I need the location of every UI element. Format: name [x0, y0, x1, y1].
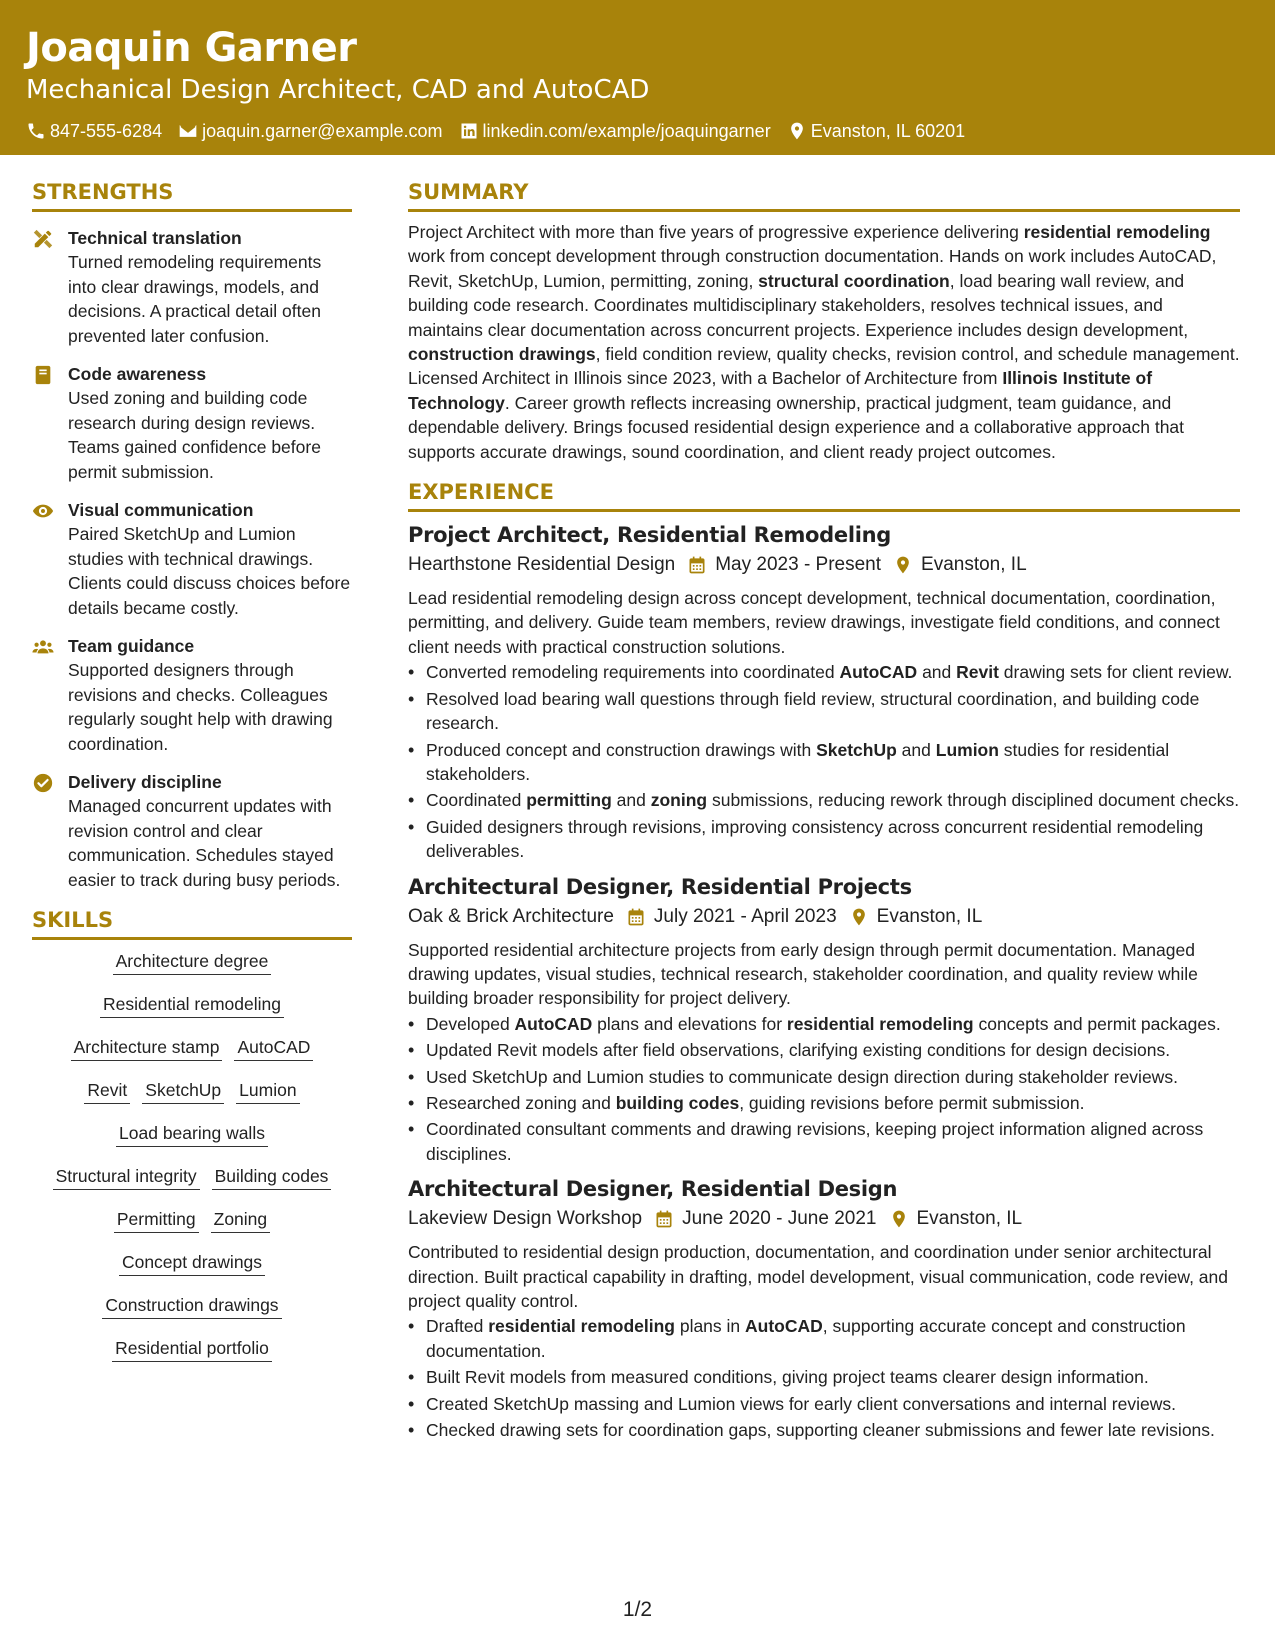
- strengths-heading: STRENGTHS: [32, 178, 352, 212]
- text-run: Drafted: [426, 1316, 489, 1337]
- bullet-item: [408, 1418, 1240, 1442]
- skill-tag: Lumion: [236, 1079, 299, 1104]
- job-title: Architectural Designer, Residential Projects: [408, 874, 912, 899]
- job-description: Supported residential architecture projects from early design through permit documentation. Managed drawing updates, visual studies, technical research, stakeholder coordination, and quality review while building broader responsibility for project delivery.: [408, 939, 1198, 1009]
- phone-text: 847-555-6284: [50, 121, 163, 141]
- bold-text: residential remodeling: [1023, 222, 1211, 242]
- text-run: Checked drawing sets for coordination gaps, supporting cleaner submissions and fewer late revisions.: [426, 1420, 1215, 1441]
- bold-text: Illinois Institute of Technology: [408, 368, 1153, 413]
- skill-tag: SketchUp: [142, 1079, 224, 1104]
- strength-desc: Paired SketchUp and Lumion studies with technical drawings. Clients could discuss choices before details became costly.: [68, 524, 351, 618]
- contact-location: [787, 119, 965, 143]
- bullet-item: [408, 1038, 1240, 1062]
- job-entry: [408, 520, 1240, 863]
- strength-title: Team guidance: [68, 636, 195, 656]
- bold-text: permitting: [526, 790, 612, 811]
- skill-row: [108, 1208, 276, 1233]
- candidate-name: Joaquin Garner: [26, 25, 357, 71]
- strength-icon-wrap: [32, 770, 68, 892]
- job-dates: June 2020 - June 2021: [682, 1208, 877, 1230]
- contact-bar: [26, 119, 1249, 143]
- job-title: Architectural Designer, Residential Design: [408, 1177, 898, 1202]
- bullet-item: [408, 660, 1240, 684]
- envelope-icon: [178, 121, 198, 141]
- text-run: Updated Revit models after field observations, clarifying existing conditions for design decisions.: [426, 1040, 1171, 1061]
- job-description: Lead residential remodeling design across concept development, technical documentation, coordination, permitting, and delivery. Guide team members, review drawings, investigate field conditions, and connect client needs with practical construction solutions.: [408, 588, 1220, 657]
- map-pin-icon: [889, 1209, 909, 1229]
- text-run: Built Revit models from measured conditions, giving project teams clearer design information.: [426, 1367, 1149, 1388]
- text-run: , load bearing wall review, and building code research. Coordinates multidisciplinary stakeholders, resolves technical issues, and maintains clear documentation across concurrent projects. Experience includes design development,: [408, 270, 1189, 340]
- job-location: Evanston, IL: [921, 554, 1027, 576]
- strength-title: Visual communication: [68, 500, 254, 520]
- bold-text: building codes: [615, 1092, 740, 1113]
- job-location: Evanston, IL: [876, 905, 983, 927]
- text-run: drawing sets for client review.: [998, 662, 1233, 683]
- text-run: plans in: [674, 1316, 746, 1337]
- text-run: submissions, reducing rework through disciplined document checks.: [707, 790, 1240, 811]
- calendar-icon: [626, 907, 646, 927]
- strength-item: [32, 634, 352, 756]
- strength-title: Technical translation: [68, 228, 242, 248]
- bold-text: AutoCAD: [514, 1013, 593, 1034]
- bullet-item: [408, 1392, 1240, 1416]
- bold-text: construction drawings: [408, 344, 596, 365]
- strength-body: [68, 362, 352, 484]
- text-run: , supporting accurate concept and construction documentation.: [426, 1316, 1186, 1361]
- bold-text: residential remodeling: [488, 1316, 675, 1337]
- bold-text: Revit: [956, 662, 999, 683]
- calendar-icon: [687, 555, 707, 575]
- skills-list: [32, 950, 352, 1380]
- linkedin-icon: [459, 121, 479, 141]
- bold-text: residential remodeling: [786, 1013, 974, 1034]
- skill-tag: AutoCAD: [234, 1036, 313, 1061]
- map-pin-icon: [849, 907, 869, 927]
- strength-body: [68, 498, 352, 620]
- skill-tag: Residential remodeling: [100, 993, 284, 1018]
- bold-text: AutoCAD: [745, 1316, 823, 1337]
- job-meta: [408, 1204, 1240, 1234]
- map-pin-icon: [893, 555, 913, 575]
- text-run: Used SketchUp and Lumion studies to communicate design direction during stakeholder reviews.: [426, 1066, 1178, 1087]
- text-run: Project Architect with more than five years of progressive experience delivering: [408, 222, 1024, 242]
- job-bullets: [408, 660, 1240, 863]
- location-text: Evanston, IL 60201: [810, 121, 966, 141]
- job-description: Contributed to residential design production, documentation, and coordination under senior architectural direction. Built practical capability in drafting, model development, visual communication, code review, and project quality control.: [408, 1242, 1229, 1311]
- skill-tag: Architecture degree: [113, 950, 272, 975]
- strength-desc: Managed concurrent updates with revision control and clear communication. Schedules stayed easier to track during busy periods.: [68, 796, 341, 890]
- strength-desc: Used zoning and building code research during design reviews. Teams gained confidence before permit submission.: [68, 388, 321, 482]
- summary-text: [408, 220, 1240, 464]
- text-run: and: [917, 662, 957, 683]
- skill-tag: Building codes: [212, 1165, 332, 1190]
- users-icon: [32, 636, 54, 658]
- job-meta: [408, 550, 1240, 580]
- skill-row: [94, 993, 290, 1018]
- strengths-list: [32, 226, 352, 892]
- text-run: Coordinated consultant comments and drawing revisions, keeping project information aligned across disciplines.: [426, 1119, 1204, 1164]
- text-run: , guiding revisions before permit submission.: [739, 1092, 1085, 1113]
- bold-text: SketchUp: [816, 739, 897, 760]
- right-column: [408, 178, 1240, 1444]
- contact-phone[interactable]: [26, 119, 162, 143]
- job-location: Evanston, IL: [916, 1208, 1023, 1230]
- skill-row: [96, 1294, 287, 1319]
- skill-tag: Residential portfolio: [112, 1337, 272, 1362]
- experience-heading: EXPERIENCE: [408, 478, 1240, 512]
- skill-tag: Load bearing walls: [116, 1122, 268, 1147]
- skills-heading: SKILLS: [32, 906, 352, 940]
- text-run: Produced concept and construction drawings with: [426, 739, 817, 760]
- skill-tag: Concept drawings: [119, 1251, 265, 1276]
- text-run: Created SketchUp massing and Lumion views for early client conversations and internal reviews.: [426, 1393, 1176, 1414]
- bullet-item: [408, 687, 1240, 736]
- bullet-item: [408, 788, 1240, 812]
- skill-row: [110, 1122, 274, 1147]
- strength-item: [32, 498, 352, 620]
- contact-email[interactable]: [178, 119, 442, 143]
- calendar-icon: [654, 1209, 674, 1229]
- skill-row: [106, 1337, 278, 1362]
- bold-text: structural coordination: [758, 270, 950, 291]
- skill-row: [47, 1165, 338, 1190]
- text-run: studies for residential stakeholders.: [426, 739, 1170, 784]
- text-run: Guided designers through revisions, improving consistency across concurrent residential remodeling deliverables.: [426, 816, 1204, 862]
- job-dates: July 2021 - April 2023: [653, 905, 837, 927]
- job-dates: May 2023 - Present: [715, 554, 882, 576]
- skill-tag: Zoning: [211, 1208, 271, 1233]
- pencil-ruler-icon: [32, 228, 54, 250]
- company-name: Oak & Brick Architecture: [408, 905, 614, 927]
- strength-desc: Supported designers through revisions and checks. Colleagues regularly sought help with drawing coordination.: [68, 660, 333, 754]
- text-run: Resolved load bearing wall questions through field review, structural coordination, and building code research.: [426, 688, 1200, 734]
- contact-linkedin[interactable]: [459, 119, 771, 143]
- skill-row: [65, 1036, 320, 1061]
- jobs-list: [408, 520, 1240, 1442]
- bullet-item: [408, 738, 1240, 787]
- page-number: 1/2: [622, 1598, 653, 1621]
- skill-tag: Structural integrity: [53, 1165, 200, 1190]
- company-name: Hearthstone Residential Design: [408, 554, 676, 576]
- linkedin-text: linkedin.com/example/joaquingarner: [482, 121, 771, 141]
- strength-item: [32, 362, 352, 484]
- text-run: and: [896, 739, 936, 760]
- skill-tag: Revit: [84, 1079, 130, 1104]
- phone-icon: [26, 121, 46, 141]
- skill-tag: Permitting: [114, 1208, 199, 1233]
- strength-body: [68, 634, 352, 756]
- job-bullets: [408, 1012, 1240, 1166]
- text-run: Developed: [426, 1013, 515, 1034]
- job-meta: [408, 902, 1240, 932]
- text-run: Researched zoning and: [426, 1092, 616, 1113]
- strength-icon-wrap: [32, 226, 68, 348]
- email-text: joaquin.garner@example.com: [202, 121, 443, 141]
- text-run: Coordinated: [426, 790, 527, 811]
- bullet-item: [408, 1065, 1240, 1089]
- bullet-item: [408, 1314, 1240, 1363]
- text-run: , field condition review, quality checks, revision control, and schedule management. Licensed Architect in Illinois since 2023, with a Bachelor of Architecture from: [408, 344, 1240, 389]
- job-bullets: [408, 1314, 1240, 1442]
- job-entry: [408, 872, 1240, 1167]
- map-pin-icon: [787, 121, 807, 141]
- candidate-title: Mechanical Design Architect, CAD and AutoCAD: [26, 75, 650, 105]
- text-run: concepts and permit packages.: [973, 1013, 1221, 1034]
- left-column: [32, 178, 352, 1380]
- text-run: . Career growth reflects increasing ownership, practical judgment, team guidance, and dependable delivery. Brings focused residential design experience and a collaborative approach that supports accurate drawings, sound coordination, and client ready project outcomes.: [408, 392, 1185, 462]
- resume-header: [0, 0, 1275, 155]
- strength-icon-wrap: [32, 362, 68, 484]
- job-title: Project Architect, Residential Remodeling: [408, 523, 892, 548]
- strength-item: [32, 226, 352, 348]
- text-run: plans and elevations for: [592, 1013, 787, 1034]
- eye-icon: [32, 500, 54, 522]
- bullet-item: [408, 1365, 1240, 1389]
- strength-icon-wrap: [32, 634, 68, 756]
- text-run: and: [611, 790, 651, 811]
- strength-icon-wrap: [32, 498, 68, 620]
- bold-text: zoning: [650, 790, 708, 811]
- bullet-item: [408, 815, 1240, 864]
- skill-tag: Construction drawings: [102, 1294, 281, 1319]
- job-entry: [408, 1174, 1240, 1442]
- skill-row: [107, 950, 278, 975]
- bold-text: AutoCAD: [839, 662, 918, 683]
- bold-text: Lumion: [935, 739, 999, 760]
- strength-title: Code awareness: [68, 364, 207, 384]
- skill-tag: Architecture stamp: [71, 1036, 223, 1061]
- strength-title: Delivery discipline: [68, 772, 222, 792]
- check-circle-icon: [32, 772, 54, 794]
- skill-row: [113, 1251, 271, 1276]
- strength-body: [68, 226, 352, 348]
- strength-item: [32, 770, 352, 892]
- book-icon: [32, 364, 54, 386]
- skill-row: [78, 1079, 305, 1104]
- bullet-item: [408, 1012, 1240, 1036]
- bullet-item: [408, 1091, 1240, 1115]
- bullet-item: [408, 1117, 1240, 1166]
- company-name: Lakeview Design Workshop: [408, 1208, 643, 1230]
- strength-body: [68, 770, 352, 892]
- strength-desc: Turned remodeling requirements into clear drawings, models, and decisions. A practical detail often prevented later confusion.: [68, 252, 322, 346]
- text-run: Converted remodeling requirements into coordinated: [426, 662, 840, 683]
- text-run: work from concept development through construction documentation. Hands on work includes AutoCAD, Revit, SketchUp, Lumion, permitting, zoning,: [408, 246, 1217, 291]
- summary-heading: SUMMARY: [408, 178, 1240, 212]
